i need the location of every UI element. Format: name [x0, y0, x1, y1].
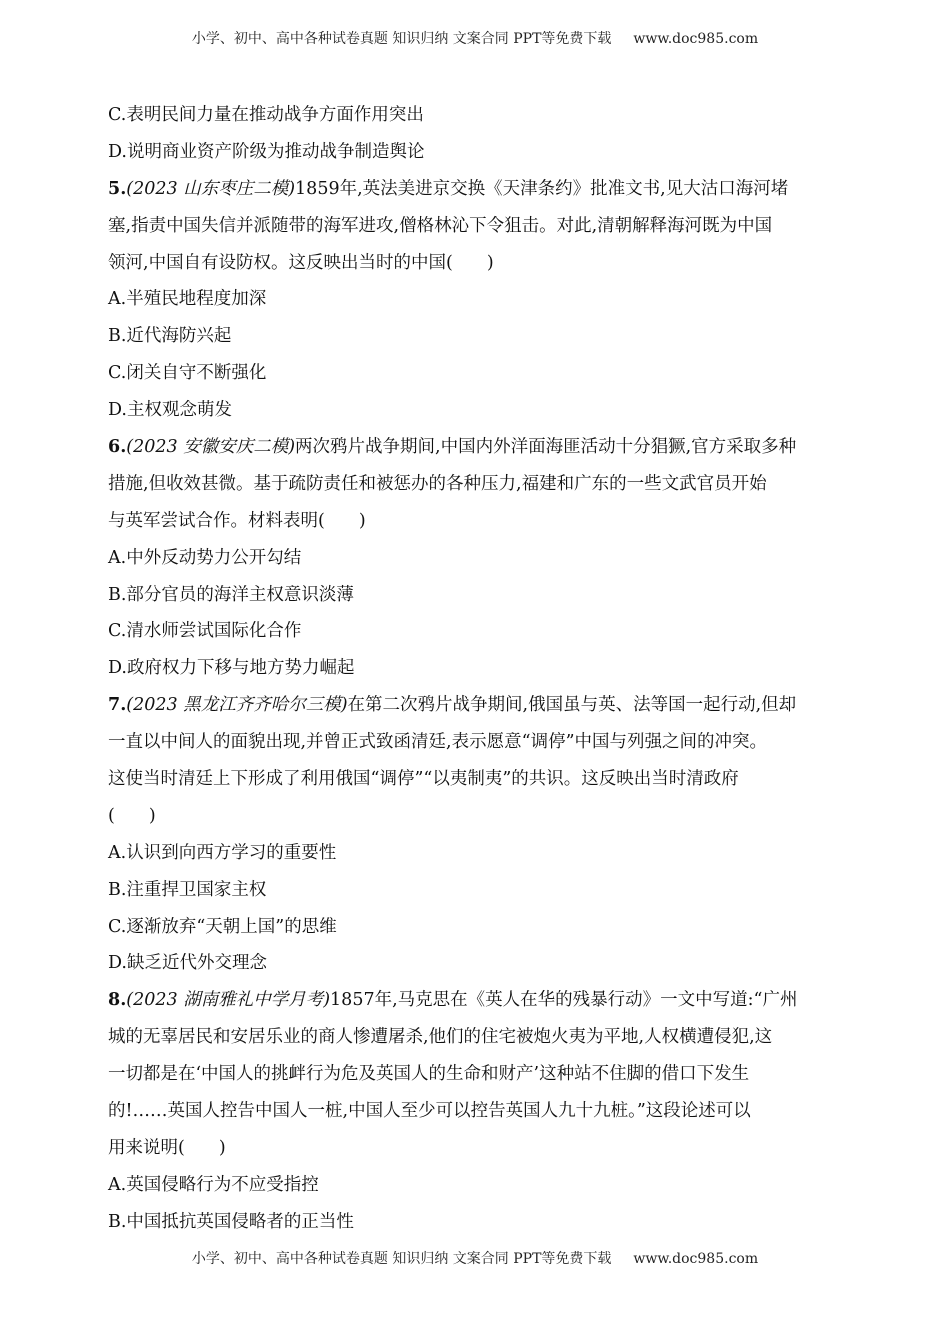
header-site-link[interactable]: www.doc985.com	[633, 31, 759, 47]
question-text: (	[108, 805, 115, 826]
footer-site-link[interactable]: www.doc985.com	[633, 1251, 759, 1267]
question-content	[108, 97, 848, 1241]
question-number: 6	[108, 437, 121, 458]
question-source: (2023 安徽安庆二模)	[126, 437, 296, 458]
question-7-line-4	[108, 798, 848, 835]
option-line: D.缺乏近代外交理念	[108, 953, 267, 974]
question-5-line-3	[108, 245, 848, 282]
answer-close-paren: )	[148, 805, 156, 826]
option-line: C.闭关自守不断强化	[108, 363, 267, 384]
option-line: C.清水师尝试国际化合作	[108, 621, 302, 642]
answer-close-paren: )	[358, 510, 366, 531]
question-text: 与英军尝试合作。材料表明(	[108, 510, 325, 531]
answer-close-paren: )	[486, 252, 494, 273]
option-line: A.认识到向西方学习的重要性	[108, 842, 337, 863]
question-8-line-5	[108, 1130, 848, 1167]
option-line: B.注重捍卫国家主权	[108, 879, 267, 900]
page-header	[0, 28, 950, 48]
question-6-line-1: 6.(2023 安徽安庆二模)两次鸦片战争期间,中国内外洋面海匪活动十分猖獗,官方采取多种	[108, 437, 797, 458]
option-line: C.表明民间力量在推动战争方面作用突出	[108, 105, 424, 125]
question-5-line-2: 塞,指责中国失信并派随带的海军进攻,僧格林沁下令狙击。对此,清朝解释海河既为中国	[108, 215, 773, 236]
question-7-line-2: 一直以中间人的面貌出现,并曾正式致函清廷,表示愿意“调停”中国与列强之间的冲突。	[108, 732, 768, 753]
option-line: D.政府权力下移与地方势力崛起	[108, 658, 355, 679]
question-text: 1859年,英法美进京交换《天津条约》批准文书,见大沽口海河堵	[295, 178, 789, 199]
question-text: 领河,中国自有设防权。这反映出当时的中国(	[108, 252, 453, 273]
question-text: 用来说明(	[108, 1137, 185, 1158]
question-5-line-1: 5.(2023 山东枣庄二模)1859年,英法美进京交换《天津条约》批准文书,见大沽口海河堵	[108, 178, 789, 199]
option-line: D.主权观念萌发	[108, 400, 232, 421]
option-line: D.说明商业资产阶级为推动战争制造舆论	[108, 141, 425, 162]
option-line: B.中国抵抗英国侵略者的正当性	[108, 1211, 354, 1232]
header-text: 小学、初中、高中各种试卷真题 知识归纳 文案合同 PPT等免费下载	[191, 31, 612, 47]
question-text: 两次鸦片战争期间,中国内外洋面海匪活动十分猖獗,官方采取多种	[295, 437, 797, 458]
option-line: C.逐渐放弃“天朝上国”的思维	[108, 916, 337, 937]
option-line: A.中外反动势力公开勾结	[108, 547, 302, 568]
question-8-line-2: 城的无辜居民和安居乐业的商人惨遭屠杀,他们的住宅被炮火夷为平地,人权横遭侵犯,这	[108, 1027, 773, 1048]
question-7-line-1: 7.(2023 黑龙江齐齐哈尔三模)在第二次鸦片战争期间,俄国虽与英、法等国一起行动,但却	[108, 695, 797, 716]
question-8-line-1: 8.(2023 湖南雅礼中学月考)1857年,马克思在《英人在华的残暴行动》一文中写道:“广州	[108, 990, 798, 1011]
option-line: A.半殖民地程度加深	[108, 289, 267, 310]
question-number: 5	[108, 178, 121, 199]
question-number: 8	[108, 990, 121, 1011]
option-line: A.英国侵略行为不应受指控	[108, 1174, 319, 1195]
page-footer	[0, 1248, 950, 1268]
answer-close-paren: )	[218, 1137, 226, 1158]
question-6-line-3	[108, 503, 848, 540]
option-line: B.部分官员的海洋主权意识淡薄	[108, 584, 354, 605]
option-line: B.近代海防兴起	[108, 326, 232, 347]
question-source: (2023 山东枣庄二模)	[126, 178, 296, 199]
question-8-line-4: 的!……英国人控告中国人一桩,中国人至少可以控告英国人九十九桩。”这段论述可以	[108, 1101, 751, 1122]
question-8-line-3: 一切都是在‘中国人的挑衅行为危及英国人的生命和财产’这种站不住脚的借口下发生	[108, 1064, 750, 1085]
footer-text: 小学、初中、高中各种试卷真题 知识归纳 文案合同 PPT等免费下载	[191, 1251, 612, 1267]
question-7-line-3: 这使当时清廷上下形成了利用俄国“调停”“以夷制夷”的共识。这反映出当时清政府	[108, 769, 739, 790]
question-source: (2023 黑龙江齐齐哈尔三模)	[126, 695, 348, 716]
question-number: 7	[108, 695, 121, 716]
question-source: (2023 湖南雅礼中学月考)	[126, 990, 331, 1011]
question-text: 在第二次鸦片战争期间,俄国虽与英、法等国一起行动,但却	[347, 695, 797, 716]
question-text: 1857年,马克思在《英人在华的残暴行动》一文中写道:“广州	[330, 990, 798, 1011]
question-6-line-2: 措施,但收效甚微。基于疏防责任和被惩办的各种压力,福建和广东的一些文武官员开始	[108, 473, 767, 494]
